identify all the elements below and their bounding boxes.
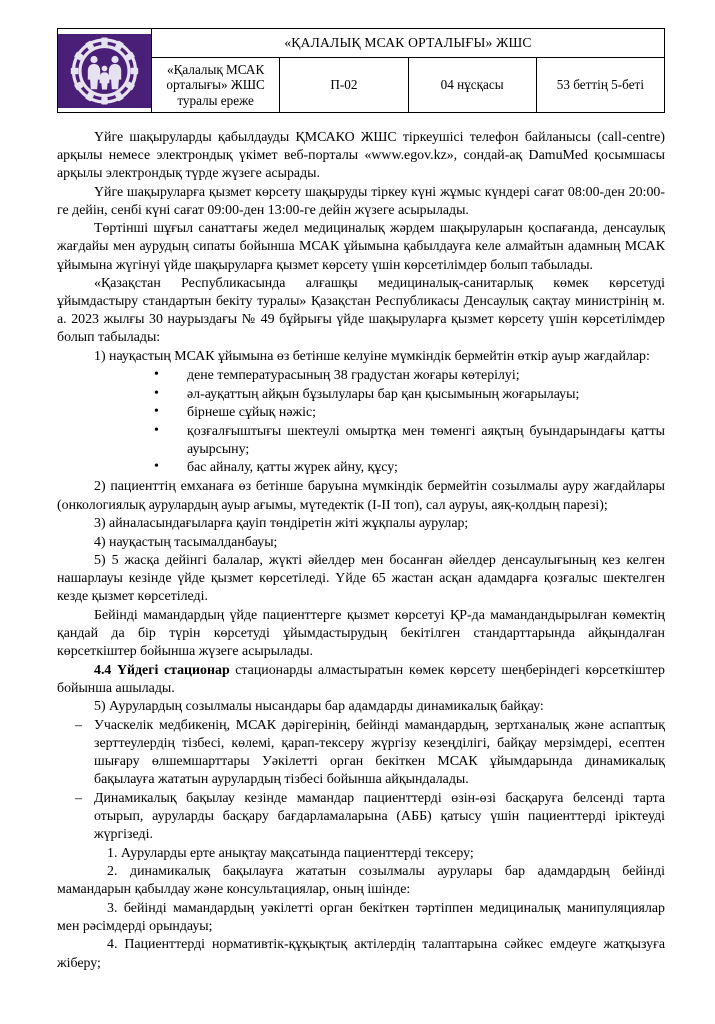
numbered-item-4: 4. Пациенттерді нормативтік-құқықтық актілердің талаптарына сәйкес емдеуге жатқызуға жіберу; — [57, 937, 665, 971]
list-item: • әл-ауқаттың айқын бұзылулары бар қан қысымының жоғарылауы; — [57, 386, 665, 404]
logo-cell — [58, 29, 152, 113]
paragraph-item-5-dynamic-observation: 5) Аурулардың созылмалы нысандары бар адамдарды динамикалық байқау: — [94, 699, 544, 715]
document-header-table — [57, 28, 665, 113]
section-heading-4-4 — [57, 662, 665, 698]
org-title: «ҚАЛАЛЫҚ МСАК ОРТАЛЫҒЫ» ЖШС — [152, 29, 665, 58]
numbered-item-3: 3. бейінді мамандардың уәкілетті орган бекіткен тәртіппен медициналық манипуляциялар мен рәсімдерді орындауы; — [57, 900, 665, 934]
paragraph-item-1-acute: 1) науқастың МСАК ұйымына өз бетінше келуіне мүмкіндік бермейтін өткір ауыр жағдайлар: — [94, 348, 650, 364]
document-code: П-02 — [280, 58, 408, 113]
header-row-title — [58, 29, 665, 58]
list-item: • қозғалғыштығы шектеулі омыртқа мен төменгі аяқтың буындарындағы қатты ауырсыну; — [57, 423, 665, 459]
section-rest: стационарды алмастыратын көмек көрсету шеңберіндегі көрсеткіштер бойынша ашылады. — [57, 662, 665, 696]
paragraph-home-call-registration: Үйге шақыруларды қабылдауды ҚМСАКО ЖШС тіркеушісі телефон байланысы (call-centre) арқылы немесе электрондық үкімет веб-порталы «www.egov.kz», сондай-ақ DamuMed қосымшасы арқылы электрондық түрде жүзеге асырады. — [57, 130, 665, 182]
document-body — [57, 129, 665, 973]
paragraph-item-5-children-elderly: 5) 5 жасқа дейінгі балалар, жүкті әйелдер мен босанған әйелдер денсаулығының кез келген нашарлауы кезінде үйде қызмет көрсетіледі. Үйде 65 жастан асқан адамдарға қозғалыс шектелген кезде қызмет көрсетіледі. — [57, 553, 665, 605]
paragraph-fourth-category: Төртінші шұғыл санаттағы жедел медициналық жәрдем шақыруларын қоспағанда, денсаулық жағдайы мен аурудың сипаты бойынша МСАК ұйымына қабылдауға келе алмайтын адамның МСАК ұйымына жүгінуі үйде шақыруларға қызмет көрсету үшін көрсетілімдер болып табылады. — [57, 221, 665, 273]
section-number: 4.4 — [94, 662, 112, 678]
organization-logo-icon — [58, 34, 151, 108]
list-item: • бас айналу, қатты жүрек айну, құсу; — [57, 459, 665, 477]
list-item: • бірнеше сұйық нәжіс; — [57, 404, 665, 422]
paragraph-specialist-home-service: Бейінді мамандардың үйде пациенттерге қызмет көрсетуі ҚР-да мамандандырылған көмектің қандай да бір түрін көрсетуді ұйымдастырудың бекітілген стандарттарында айқындалған көрсеткіштер бойынша жүзеге асырылады. — [57, 608, 665, 660]
document-name: «Қалалық МСАК орталығы» ЖШС туралы ереже — [152, 58, 280, 113]
numbered-item-2: 2. динамикалық бақылауға жататын созылмалы аурулары бар адамдардың бейінді мамандарын қабылдау және консультациялар, оның ішінде: — [57, 864, 665, 898]
numbered-item-1: 1. Ауруларды ерте анықтау мақсатында пациенттерді тексеру; — [107, 845, 474, 861]
paragraph-item-4-nontransportable: 4) науқастың тасымалданбауы; — [94, 534, 278, 550]
paragraph-ministry-order: «Қазақстан Республикасында алғашқы медициналық-санитарлық көмек көрсетуді ұйымдастыру стандартын бекіту туралы» Қазақстан Республикасы Денсаулық сақтау министрінің м. а. 2023 жылғы 30 наурыздағы № 49 бұйрығы үйде шақыруларға қызмет көрсету үшін көрсетілімдер болып табылады: — [57, 276, 665, 346]
acute-conditions-list — [57, 367, 665, 477]
paragraph-item-3-infectious: 3) айналасындағыларға қауіп төндіретін жіті жұқпалы аурулар; — [94, 516, 469, 532]
paragraph-item-2-chronic: 2) пациенттің емханаға өз бетінше баруына мүмкіндік бермейтін созылмалы ауру жағдайлары (онкологиялық аурулардың ауыр ағымы, мүтедектік (I-II топ), сал ауруы, аяқ-қолдың парезі); — [57, 479, 665, 513]
dynamic-observation-list — [57, 717, 665, 844]
document-version: 04 нұсқасы — [408, 58, 536, 113]
list-item: – Учаскелік медбикенің, МСАК дәрігерінің, бейінді мамандардың, зертханалық және аспаптық зерттеулердің тізбесі, көлемі, қарап-тексеру жүргізу кезеңділігі, байқау мерзімдері, есептен шығару өлшемшарттары Уәкілетті орган бекіткен МСАК ұйымдарында динамикалық бақылауға жататын аурулардың тізбесі бойынша айқындалады. — [57, 717, 665, 789]
list-item: • дене температурасының 38 градустан жоғары көтерілуі; — [57, 367, 665, 385]
section-title: Үйдегі стационар — [116, 662, 230, 678]
paragraph-service-hours: Үйге шақыруларға қызмет көрсету шақыруды тіркеу күні жұмыс күндері сағат 08:00-ден 20:00-ге дейін, сенбі күні сағат 09:00-ден 13:00-ге дейін жүзеге асырылады. — [57, 184, 665, 218]
list-item: – Динамикалық бақылау кезінде мамандар пациенттерді өзін-өзі басқаруға белсенді тарта отырып, ауруларды басқару бағдарламаларына (АББ) қатысу үшін пациенттерді іріктеуді жүргізеді. — [57, 790, 665, 844]
document-page-number: 53 беттің 5-беті — [536, 58, 664, 113]
